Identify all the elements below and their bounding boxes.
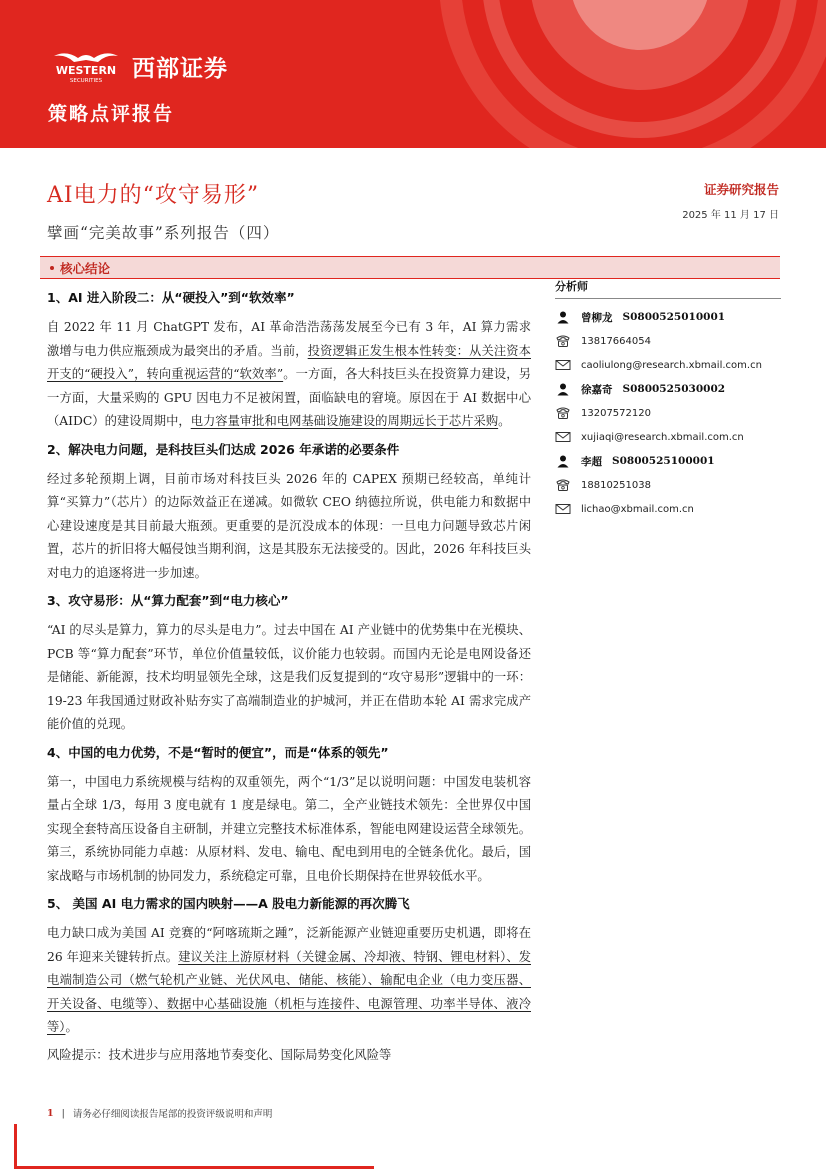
mail-icon — [555, 502, 571, 516]
analyst-email-row — [555, 497, 781, 521]
risk-note: 风险提示：技术进步与应用落地节奏变化、国际局势变化风险等 — [47, 1047, 392, 1062]
analyst-email-row — [555, 353, 781, 377]
analyst-email[interactable]: lichao@xbmail.com.cn — [581, 503, 694, 515]
person-icon — [555, 310, 571, 324]
section-paragraph — [47, 922, 531, 1040]
report-date: 2025 年 11 月 17 日 — [682, 210, 779, 221]
mail-icon — [555, 358, 571, 372]
analyst-phone: 13207572120 — [581, 407, 651, 419]
analyst-name-row — [555, 377, 781, 401]
doc-type-label: 证券研究报告 — [703, 182, 779, 197]
analyst-sidebar — [555, 278, 781, 521]
logo-text: 西部证券 — [132, 55, 228, 82]
decorative-rings — [430, 0, 826, 148]
analyst-email[interactable]: xujiaqi@research.xbmail.com.cn — [581, 431, 744, 443]
phone-icon — [555, 334, 571, 348]
phone-icon — [555, 406, 571, 420]
body-text: 。一方面，各大科技巨头在投资算力建设，另一方面，大量采购的 GPU 因电力不足被闲置，面临缺电的窘境。原因在于 AI 数据中心（AIDC）的建设周期中， — [47, 367, 531, 428]
analyst-name: 徐嘉奇 — [581, 383, 613, 396]
body-text: 。 — [498, 414, 511, 428]
analyst-list — [555, 305, 781, 521]
body-text: 自 2022 年 11 月 ChatGPT 发布，AI 革命浩浩荡荡发展至今已有 3 年，AI 算力需求激增与电力供应瓶颈成为最突出的矛盾。当前， — [47, 320, 531, 358]
section-heading: 2、解决电力问题，是科技巨头们达成 2026 年承诺的必要条件 — [47, 441, 400, 457]
disclaimer-note: 请务必仔细阅读报告尾部的投资评级说明和声明 — [72, 1109, 273, 1120]
analyst-name: 曾柳龙 — [581, 311, 613, 324]
person-icon — [555, 382, 571, 396]
body-text: 电力缺口成为美国 AI 竞赛的“阿喀琉斯之踵”，泛新能源产业链迎重要历史机遇，即将在 26 年迎来关键转折点。 — [47, 926, 531, 964]
analyst-name-row — [555, 305, 781, 329]
core-section-bar — [40, 256, 780, 279]
core-section-label: 核心结论 — [60, 261, 111, 276]
section-paragraph — [47, 619, 531, 737]
analyst-email-row — [555, 425, 781, 449]
report-title: AI电力的“攻守易形” — [47, 183, 260, 208]
page-footer — [47, 1106, 272, 1120]
company-logo — [46, 46, 228, 86]
section-heading: 1、AI 进入阶段二：从“硬投入”到“软效率” — [47, 290, 295, 305]
main-content — [47, 286, 531, 1067]
page-number: 1 — [47, 1107, 54, 1119]
analyst-cert-number: S0800525100001 — [612, 455, 715, 467]
body-text: 经过多轮预期上调，目前市场对科技巨头 2026 年的 CAPEX 预期已经较高，单纯计算“买算力”（芯片）的边际效益正在递减。如微软 CEO 纳德拉所说，供电能力和数据中心建设速度是其目前最大瓶颈。更重要的是沉没成本的体现：一旦电力问题导致芯片闲置，芯片的折旧将大幅侵蚀当期利润，这是其股东无法接受的。因此，2026 年科技巨头对电力的追逐将进一步加速。 — [47, 471, 531, 580]
corner-decoration — [14, 1124, 17, 1169]
body-text: 。 — [65, 1020, 78, 1034]
mail-icon — [555, 430, 571, 444]
analyst-email[interactable]: caoliulong@research.xbmail.com.cn — [581, 359, 762, 371]
svg-text:SECURITIES: SECURITIES — [69, 78, 103, 84]
analyst-phone: 18810251038 — [581, 479, 651, 491]
analyst-phone-row — [555, 473, 781, 497]
analyst-phone-row — [555, 329, 781, 353]
analyst-name-row — [555, 449, 781, 473]
section-heading: 4、中国的电力优势，不是“暂时的便宜”，而是“体系的领先” — [47, 744, 389, 760]
section-paragraph — [47, 468, 531, 586]
emphasis-text: 投资逻辑正发生根本性转变：从关注资本开支的“硬投入”，转向重视运营的“软效率” — [47, 343, 531, 381]
header-banner — [0, 0, 826, 148]
report-category: 策略点评报告 — [48, 103, 175, 125]
body-text: 第一，中国电力系统规模与结构的双重领先，两个“1/3”足以说明问题：中国发电装机容量占全球 1/3，每用 3 度电就有 1 度是绿电。第二，全产业链技术领先：全世界仅中国实现全套特高压设备自主研制，并建立完整技术标准体系，智能电网建设运营全球领先。第三，系统协同能力卓越：从原材料、发电、输电、配电到用电的全链条优化。最后，国家战略与市场机制的协同发力，系统稳定可靠，且电价长期保持在世界较低水平。 — [47, 774, 531, 883]
body-text: “AI 的尽头是算力，算力的尽头是电力”。过去中国在 AI 产业链中的优势集中在光模块、PCB 等“算力配套”环节，单位价值量较低，议价能力也较弱。而国内无论是电网设备还是储能、新能源，技术均明显领先全球，这是我们反复提到的“攻守易形”逻辑中的一环：19-23 年我国通过财政补贴夯实了高端制造业的护城河，并正在借助本轮 AI 需求完成产能价值的兑现。 — [47, 623, 531, 731]
analyst-cert-number: S0800525010001 — [622, 311, 726, 323]
person-icon — [555, 454, 571, 468]
section-heading: 5、 美国 AI 电力需求的国内映射——A 股电力新能源的再次腾飞 — [47, 896, 410, 911]
footer-separator: | — [61, 1107, 65, 1119]
analyst-name: 李超 — [581, 455, 602, 468]
western-securities-logo-icon — [46, 48, 126, 84]
analysts-title: 分析师 — [555, 278, 781, 299]
bullet-icon — [50, 266, 54, 270]
svg-text:WESTERN: WESTERN — [55, 64, 117, 77]
emphasis-text: 电力容量审批和电网基础设施建设的周期远长于芯片采购 — [190, 414, 499, 428]
emphasis-text: 建议关注上游原材料（关键金属、冷却液、特钢、锂电材料）、发电端制造公司（燃气轮机产业链、光伏风电、储能、核能）、输配电企业（电力变压器、开关设备、电缆等）、数据中心基础设施（机柜与连接件、电源管理、功率半导体、液冷等） — [47, 949, 531, 1034]
analyst-phone: 13817664054 — [581, 335, 651, 347]
section-paragraph — [47, 316, 531, 434]
analyst-phone-row — [555, 401, 781, 425]
section-heading: 3、攻守易形：从“算力配套”到“电力核心” — [47, 593, 289, 608]
analyst-cert-number: S0800525030002 — [622, 383, 726, 395]
report-subtitle: 擘画“完美故事”系列报告（四） — [47, 224, 280, 242]
section-paragraph — [47, 771, 531, 889]
phone-icon — [555, 478, 571, 492]
